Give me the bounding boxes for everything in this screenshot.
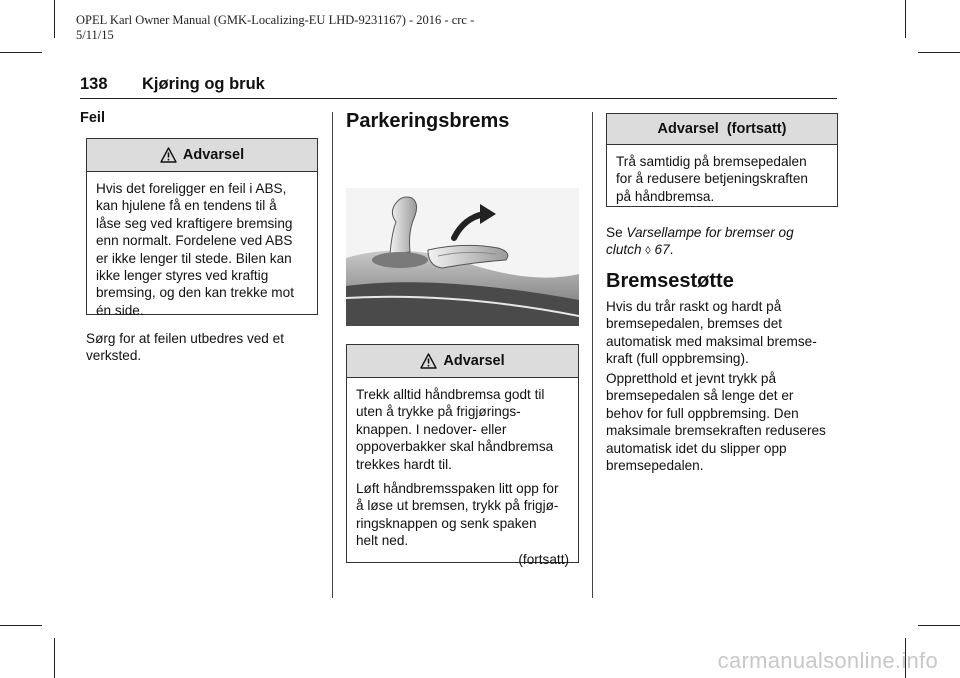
warning-box-handbrake — [346, 344, 579, 567]
crop-mark — [905, 0, 906, 38]
warning-title: Advarsel (fortsatt) — [657, 121, 787, 137]
warning-line: Trå samtidig på bremsepedalen — [616, 154, 807, 169]
text-line: Sørg for at feilen utbedres ved et — [86, 331, 284, 346]
warning-body — [607, 145, 837, 211]
heading-feil: Feil — [80, 110, 105, 126]
warning-line: Trekk alltid håndbremsa godt til — [356, 387, 545, 402]
text-line: kraft (full oppbremsing). — [606, 351, 749, 367]
text-line: automatisk med maksimal bremse- — [606, 333, 817, 349]
document-meta — [76, 13, 496, 43]
warning-line: bremsing, og den kan trekke mot — [96, 285, 294, 301]
column-divider — [332, 112, 333, 598]
warning-header — [607, 114, 837, 145]
meta-line: 5/11/15 — [76, 28, 114, 42]
text-line: bremsepedalen så lenge det er — [606, 388, 794, 404]
warning-line: ikke lenger styres ved kraftig — [96, 268, 269, 284]
see-end: . — [669, 242, 674, 258]
crop-mark — [918, 52, 960, 53]
warning-line: uten å trykke på frigjørings- — [356, 404, 521, 420]
text-line: verksted. — [86, 348, 142, 364]
watermark: carmanualsonline.info — [717, 648, 938, 673]
see-page[interactable]: 67 — [654, 242, 670, 258]
text-line: Hvis du trår raskt og hardt på — [606, 299, 782, 314]
paragraph-brake-assist — [606, 298, 846, 368]
heading-parkeringsbrems: Parkeringsbrems — [346, 110, 510, 132]
warning-box-continued — [606, 113, 838, 207]
warning-line: Løft håndbremsspaken litt opp for — [356, 481, 559, 497]
text-line — [606, 224, 846, 241]
warning-line: helt ned. — [356, 533, 409, 549]
warning-line: enn normalt. Fordelene ved ABS — [96, 233, 293, 249]
page-header — [80, 72, 837, 99]
meta-line: OPEL Karl Owner Manual (GMK-Localizing-EU LHD-9231167) - 2016 - crc - — [76, 13, 475, 27]
heading-bremsestotte: Bremsestøtte — [606, 270, 734, 292]
cross-reference — [606, 224, 846, 261]
warning-line: ringsknappen og senk spaken — [356, 515, 537, 531]
warning-body — [87, 172, 317, 325]
warning-icon — [420, 353, 437, 369]
warning-line: Hvis det foreligger en feil i ABS, — [96, 181, 287, 196]
warning-title: Advarsel — [443, 353, 505, 369]
page-ref-icon: ◊ — [645, 245, 651, 258]
warning-header — [87, 139, 317, 172]
warning-line: oppoverbakker skal håndbremsa — [356, 439, 554, 455]
warning-icon — [160, 147, 177, 163]
text-line: Oppretthold et jevnt trykk på — [606, 371, 777, 386]
handbrake-illustration — [346, 188, 579, 326]
warning-line: trekkes hardt til. — [356, 456, 452, 472]
warning-paragraph — [356, 480, 569, 550]
crop-mark — [918, 625, 960, 626]
warning-line: knappen. I nedover- eller — [356, 421, 507, 437]
paragraph-repair — [86, 330, 326, 365]
crop-mark — [54, 638, 55, 678]
text-line: maksimale bremsekraften reduseres — [606, 423, 826, 439]
warning-line: én side. — [96, 302, 144, 318]
page-number: 138 — [80, 75, 108, 93]
crop-mark — [54, 0, 55, 38]
text-line: behov for full oppbremsing. Den — [606, 405, 799, 421]
paragraph-maintain-pressure — [606, 370, 846, 474]
crop-mark — [0, 52, 42, 53]
warning-line: på håndbremsa. — [616, 188, 715, 204]
column-divider — [592, 112, 593, 598]
continued-label: (fortsatt) — [518, 551, 569, 567]
see-prefix: Se — [606, 225, 627, 240]
text-line: bremsepedalen, bremses det — [606, 316, 783, 332]
see-reference[interactable]: clutch — [606, 242, 642, 258]
warning-body — [347, 378, 578, 574]
section-title: Kjøring og bruk — [142, 75, 265, 93]
warning-line: er ikke lenger til stede. Bilen kan — [96, 250, 292, 266]
warning-box-abs — [86, 138, 318, 318]
warning-title: Advarsel — [182, 147, 245, 163]
warning-line: å løse ut bremsen, trykk på frigjø- — [356, 498, 559, 514]
text-line — [606, 241, 846, 260]
text-line: automatisk idet du slipper opp — [606, 440, 787, 456]
warning-paragraph — [356, 386, 569, 473]
warning-line: låse seg ved kraftigere bremsing — [96, 215, 293, 231]
crop-mark — [0, 625, 42, 626]
warning-line: for å redusere betjeningskraften — [616, 171, 808, 187]
text-line: bremsepedalen. — [606, 458, 704, 474]
see-reference[interactable]: Varsellampe for bremser og — [626, 225, 794, 240]
warning-header — [347, 345, 578, 378]
warning-line: kan hjulene få en tendens til å — [96, 198, 277, 214]
